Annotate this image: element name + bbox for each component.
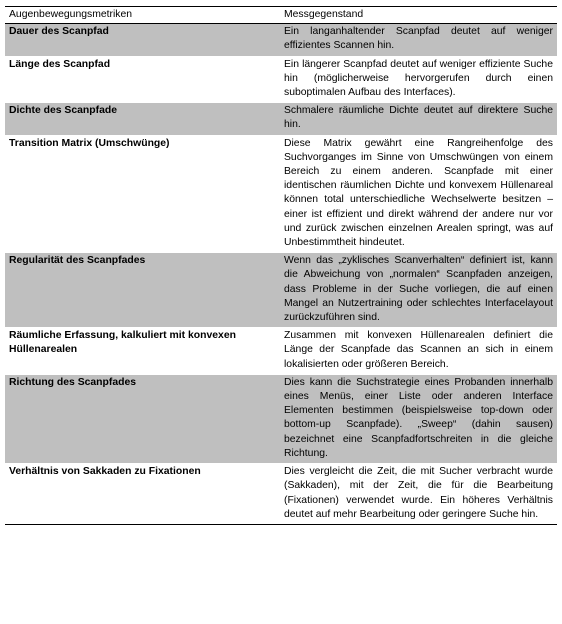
metric-name: Regularität des Scanpfades bbox=[5, 253, 280, 328]
table-row bbox=[5, 56, 557, 103]
metric-description: Dies kann die Suchstrategie eines Probanden innerhalb eines Menüs, einer Liste oder anderen Interface Elementen bestimmen (beispielsweise top-down oder bottom-up Scanpfade). „Sweep“ (dahin sausen) bezeichnet eine Scanpfadfortschreiten in die gleiche Richtung. bbox=[280, 374, 557, 463]
metric-name: Dichte des Scanpfade bbox=[5, 103, 280, 135]
metric-name: Richtung des Scanpfades bbox=[5, 374, 280, 463]
table-header-row bbox=[5, 7, 557, 24]
metric-description: Ein langanhaltender Scanpfad deutet auf weniger effizientes Scannen hin. bbox=[280, 24, 557, 56]
table-row bbox=[5, 135, 557, 253]
metric-name: Räumliche Erfassung, kalkuliert mit konvexen Hüllenarealen bbox=[5, 328, 280, 375]
table-row bbox=[5, 328, 557, 375]
metric-name: Dauer des Scanpfad bbox=[5, 24, 280, 56]
metric-name: Transition Matrix (Umschwünge) bbox=[5, 135, 280, 253]
metric-description: Schmalere räumliche Dichte deutet auf direktere Suche hin. bbox=[280, 103, 557, 135]
metric-description: Zusammen mit konvexen Hüllenarealen definiert die Länge der Scanpfade das Scannen an sich in einem lokalisierten oder größeren Bereich. bbox=[280, 328, 557, 375]
metric-name: Verhältnis von Sakkaden zu Fixationen bbox=[5, 464, 280, 525]
metric-description: Diese Matrix gewährt eine Rangreihenfolge des Suchvorganges im Sinne von Umschwüngen von einem Bereich zu einem anderen. Scanpfade mit einer identischen räumlichen Dichte und konvexem Hüllenareal können total unterschiedliche Wechselwerte besitzen – einer ist effizient und direkt während der andere nur vor und zurück zwischen einzelnen Arealen springt, was auf Unbestimmtheit hindeutet. bbox=[280, 135, 557, 253]
metric-description: Ein längerer Scanpfad deutet auf weniger effiziente Suche hin (möglicherweise hervorgerufen durch einen suboptimalen Aufbau des Interfaces). bbox=[280, 56, 557, 103]
table-row bbox=[5, 464, 557, 525]
table-row bbox=[5, 374, 557, 463]
metric-name: Länge des Scanpfad bbox=[5, 56, 280, 103]
metric-description: Dies vergleicht die Zeit, die mit Sucher verbracht wurde (Sakkaden), mit der Zeit, die für die Bearbeitung (Fixationen) verwendet wurde. Ein höheres Verhältnis deutet auf mehr Bearbeitung oder geringere Suche hin. bbox=[280, 464, 557, 525]
table-row bbox=[5, 103, 557, 135]
table-row bbox=[5, 253, 557, 328]
metric-description: Wenn das „zyklisches Scanverhalten“ definiert ist, kann die Abweichung von „normalen“ Scanpfaden anzeigen, dass Probleme in der Suche vorliegen, die auf einen Mangel an Nutzertraining oder schlechtes Interfacelayout zurückzuführen sind. bbox=[280, 253, 557, 328]
table-row bbox=[5, 24, 557, 56]
column-header-measure: Messgegenstand bbox=[280, 7, 557, 24]
column-header-metric: Augenbewegungsmetriken bbox=[5, 7, 280, 24]
metrics-table bbox=[5, 6, 557, 525]
